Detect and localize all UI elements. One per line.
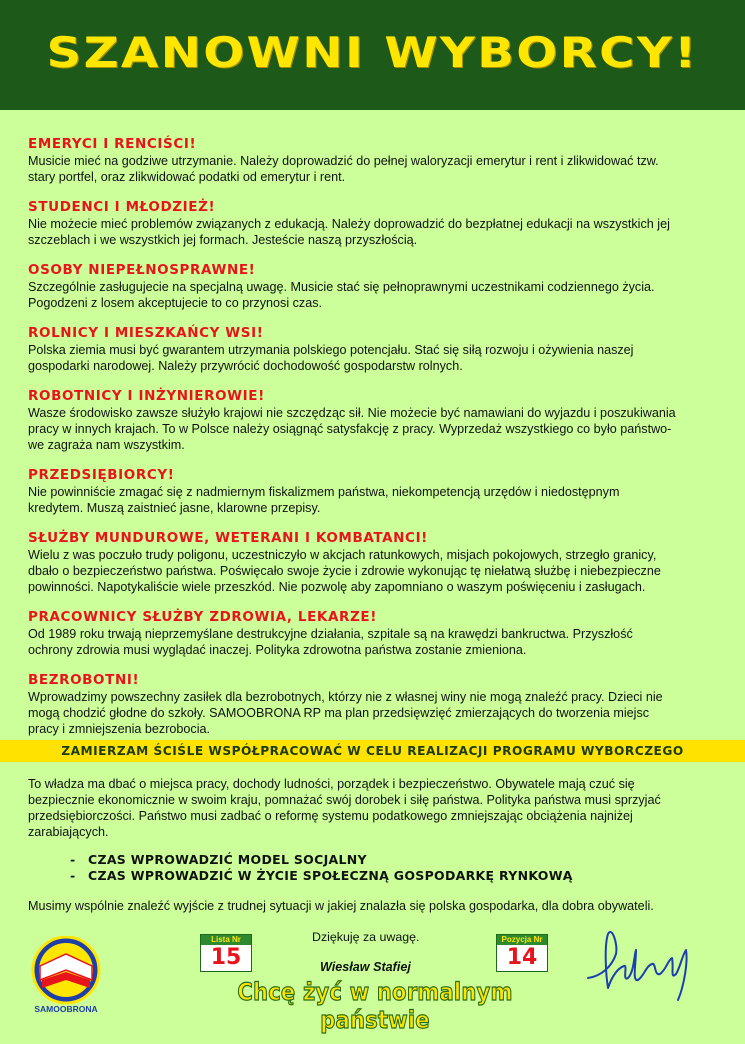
text-line: powinności. Napotykaliście wiele przeszkód. Nie pozwolę aby zapomniano o waszym poświęceniu i zasługach. (28, 580, 646, 594)
section-text (28, 484, 718, 516)
section-studenci (28, 199, 718, 248)
list-number-label: Lista Nr (201, 935, 251, 945)
text-line: zarabiających. (28, 825, 109, 839)
section-emeryci (28, 136, 718, 185)
slogan-item (70, 852, 573, 868)
text-line: we zagraża nam wszystkim. (28, 438, 185, 452)
section-text (28, 342, 718, 374)
candidate-name: Wiesław Stafiej (320, 960, 411, 974)
text-line: bezpiecznie ekonomicznie w swoim kraju, pomnażać swój dorobek i siłę państwa. Polityka państwa musi sprzyjać (28, 793, 661, 807)
text-line: szczeblach i we wszystkich jej formach. Jesteście naszą przyszłością. (28, 233, 418, 247)
section-przedsiebiorcy (28, 467, 718, 516)
text-line: Od 1989 roku trwają nieprzemyślane destrukcyjne działania, szpitale są na krawędzi bankructwa. Przyszłość (28, 627, 633, 641)
text-line: Szczególnie zasługujecie na specjalną uwagę. Musicie stać się pełnoprawnymi uczestnikami codziennego życia. (28, 280, 655, 294)
slogan-list (70, 852, 573, 884)
section-heading: STUDENCI I MŁODZIEŻ! (28, 199, 216, 215)
closing-paragraph: Musimy wspólnie znaleźć wyjście z trudnej sytuacji w jakiej znalazła się polska gospodarka, dla dobra obywateli. (28, 899, 654, 913)
text-line: stary portfel, oraz zlikwidować podatki od emerytur i rent. (28, 170, 346, 184)
position-number: 14 (506, 945, 538, 970)
section-heading: ROLNICY I MIESZKAŃCY WSI! (28, 325, 264, 341)
section-text (28, 547, 718, 595)
text-line: pracy w innych krajach. To w Polsce należy osiągnąć satysfakcję z pracy. Wyprzedaż wszystkiego co było państwo- (28, 422, 672, 436)
section-text (28, 216, 718, 248)
program-paragraph (28, 776, 713, 840)
text-line: Musicie mieć na godziwe utrzymanie. Należy doprowadzić do pełnej waloryzacji emerytur i rent i zlikwidować tzw. (28, 154, 659, 168)
text-line: Nie możecie mieć problemów związanych z edukacją. Należy doprowadzić do bezpłatnej edukacji na wszystkich jej (28, 217, 670, 231)
position-number-box (496, 934, 548, 972)
slogan-bullet: - (70, 852, 76, 867)
section-rolnicy (28, 325, 718, 374)
section-text (28, 279, 718, 311)
text-line: Nie powinniście zmagać się z nadmiernym fiskalizmem państwa, niekompetencją urzędów i niedostępnym (28, 485, 620, 499)
section-robotnicy (28, 388, 718, 453)
section-heading: SŁUŻBY MUNDUROWE, WETERANI I KOMBATANCI! (28, 530, 428, 546)
appeal-sections (28, 136, 718, 751)
page-title: SZANOWNI WYBORCY! (46, 27, 699, 77)
section-text (28, 689, 718, 737)
slogan-bullet: - (70, 868, 76, 883)
text-line: Pogodzeni z losem akceptujecie to co przynosi czas. (28, 296, 323, 310)
program-banner-text: ZAMIERZAM ŚCIŚLE WSPÓŁPRACOWAĆ W CELU REALIZACJI PROGRAMU WYBORCZEGO (61, 744, 684, 758)
section-heading: ROBOTNICY I INŻYNIEROWIE! (28, 388, 265, 404)
section-heading: PRZEDSIĘBIORCY! (28, 467, 175, 483)
text-line: Wasze środowisko zawsze służyło krajowi nie szczędząc sił. Nie możecie być namawiani do wyjazdu i poszukiwania (28, 406, 676, 420)
section-text (28, 405, 718, 453)
text-line: przedsiębiorczości. Państwo musi zadbać o reformę systemu podatkowego zmniejszając obciążenia najniżej (28, 809, 633, 823)
program-banner (0, 740, 745, 762)
text-line: ochrony zdrowia musi wyglądać inaczej. Polityka zdrowotna państwa zostanie zmieniona. (28, 643, 527, 657)
text-line: Wprowadzimy powszechny zasiłek dla bezrobotnych, którzy nie z własnej winy nie mogą znaleźć pracy. Dzieci nie (28, 690, 663, 704)
section-heading: PRACOWNICY SŁUŻBY ZDROWIA, LEKARZE! (28, 609, 378, 625)
text-line: kredytem. Muszą zaistnieć jasne, klarowne przepisy. (28, 501, 321, 515)
text-line: dbało o bezpieczeństwo państwa. Poświęcało swoje życie i zdrowie wykonując tę niełatwą służbę i niebezpieczne (28, 564, 661, 578)
samoobrona-logo (30, 936, 102, 1016)
section-heading: OSOBY NIEPEŁNOSPRAWNE! (28, 262, 256, 278)
slogan-text: CZAS WPROWADZIĆ W ŻYCIE SPOŁECZNĄ GOSPODARKĘ RYNKOWĄ (88, 868, 573, 883)
section-sluzba-zdrowia (28, 609, 718, 658)
text-line: To władza ma dbać o miejsca pracy, dochody ludności, porządek i bezpieczeństwo. Obywatele mają czuć się (28, 777, 635, 791)
thanks-text: Dziękuję za uwagę. (312, 930, 420, 944)
text-line: Polska ziemia musi być gwarantem utrzymania polskiego potencjału. Stać się siłą rozwoju i ożywienia naszej (28, 343, 634, 357)
position-number-label: Pozycja Nr (497, 935, 547, 945)
text-line: mogą chodzić głodne do szkoły. SAMOOBRONA RP ma plan przedsięwzięć zmierzających do tworzenia miejsc (28, 706, 650, 720)
section-heading: EMERYCI I RENCIŚCI! (28, 136, 197, 152)
handwritten-signature (582, 916, 700, 1006)
text-line: gospodarki narodowej. Należy przywrócić dochodowość gospodarstw rolnych. (28, 359, 463, 373)
header-banner (0, 0, 745, 110)
motto-slogan: Chcę żyć w normalnym państwie (237, 978, 513, 1034)
list-number-box (200, 934, 252, 972)
section-heading: BEZROBOTNI! (28, 672, 140, 688)
text-line: pracy i zmniejszenia bezrobocia. (28, 722, 210, 736)
logo-text: SAMOOBRONA (34, 1004, 98, 1014)
section-bezrobotni (28, 672, 718, 737)
slogan-item (70, 868, 573, 884)
section-text (28, 626, 718, 658)
section-sluzby-mundurowe (28, 530, 718, 595)
section-text (28, 153, 718, 185)
text-line: Wielu z was poczuło trudy poligonu, uczestniczyło w akcjach ratunkowych, misjach pokojowych, strzegło granicy, (28, 548, 657, 562)
section-niepelnosprawni (28, 262, 718, 311)
list-number: 15 (210, 945, 242, 970)
slogan-text: CZAS WPROWADZIĆ MODEL SOCJALNY (88, 852, 367, 867)
